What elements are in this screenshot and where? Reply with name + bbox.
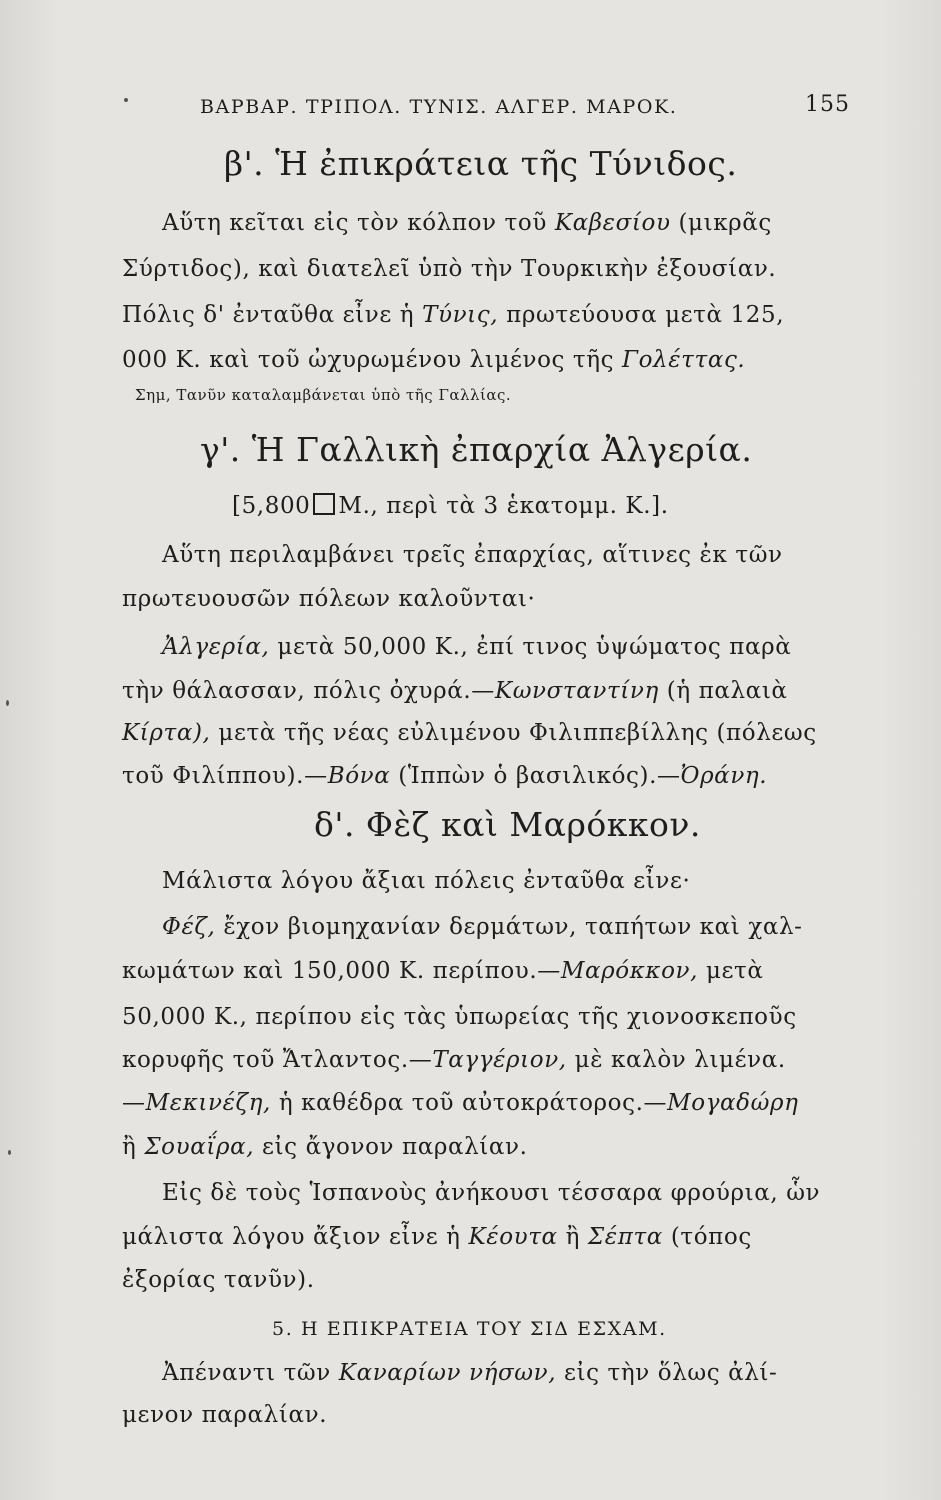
text-run: Πόλις δ' ἐνταῦθα εἶνε ἡ — [122, 302, 415, 328]
italic-place-name: Ταγγέριον, — [432, 1047, 567, 1073]
italic-place-name: Μεκινέζη, — [145, 1090, 271, 1116]
text-run: ἔχον βιομηχανίαν δερμάτων, ταπήτων καὶ χαλ- — [223, 914, 803, 940]
text-run: μετὰ — [705, 958, 764, 984]
text-run: Ἀπέναντι τῶν — [162, 1360, 331, 1386]
text-run: (Ἱππὼν ὁ βασιλικός).— — [398, 763, 681, 789]
italic-place-name: Φέζ, — [162, 914, 216, 940]
text-run: κωμάτων καὶ 150,000 Κ. περίπου.— — [122, 958, 561, 984]
text-line — [122, 761, 767, 791]
text-line — [162, 632, 791, 662]
section-heading-sid-eschem: 5. Η ΕΠΙΚΡΑΤΕΙΑ ΤΟΥ ΣΙΔ ΕΣΧΑΜ. — [272, 1318, 667, 1340]
italic-place-name: Κωνσταντίνη — [494, 678, 659, 704]
text-line — [162, 912, 803, 942]
text-run: τοῦ Φιλίππου).— — [122, 763, 328, 789]
text-line — [122, 345, 745, 375]
text-line: πρωτευουσῶν πόλεων καλοῦνται· — [122, 586, 536, 612]
section-heading-tunis: β'. Ἡ ἐπικράτεια τῆς Τύνιδος. — [224, 144, 738, 183]
italic-place-name: Ἀλγερία, — [162, 634, 270, 660]
italic-place-name: Καβεσίου — [554, 210, 671, 236]
italic-place-name: Μογαδώρη — [667, 1090, 799, 1116]
text-run: Αὕτη κεῖται εἰς τὸν κόλπον τοῦ — [162, 210, 547, 236]
italic-place-name: Γολέττας. — [622, 347, 746, 373]
scan-speck — [124, 98, 128, 102]
text-line: Μάλιστα λόγου ἄξιαι πόλεις ἐνταῦθα εἶνε· — [162, 868, 691, 894]
text-line — [122, 1088, 798, 1118]
area-line — [232, 491, 669, 521]
text-run: ἢ — [122, 1134, 137, 1160]
text-run: πρωτεύουσα μετὰ 125, — [506, 302, 785, 328]
italic-place-name: Σέπτα — [587, 1224, 663, 1250]
text-run: εἰς ἄγονον παραλίαν. — [262, 1134, 528, 1160]
page-number: 155 — [805, 92, 850, 117]
italic-place-name: Τύνις, — [422, 302, 499, 328]
footnote: Σημ, Τανῦν καταλαμβάνεται ὑπὸ τῆς Γαλλίας. — [135, 386, 512, 404]
text-line — [122, 1045, 786, 1075]
text-line — [122, 1222, 752, 1252]
text-line — [122, 676, 788, 706]
text-run: μάλιστα λόγου ἄξιον εἶνε ἡ — [122, 1224, 461, 1250]
italic-place-name: Ὀράνη. — [680, 763, 768, 789]
italic-place-name: Μαρόκκον, — [560, 958, 699, 984]
text-line: Σύρτιδος), καὶ διατελεῖ ὑπὸ τὴν Τουρκικὴν ἐξουσίαν. — [122, 256, 777, 282]
italic-place-name: Σουαΐρα, — [144, 1134, 255, 1160]
text-run: ἡ καθέδρα τοῦ αὐτοκράτορος.— — [278, 1090, 668, 1116]
italic-place-name: Κέουτα — [468, 1224, 558, 1250]
text-line: μενον παραλίαν. — [122, 1402, 328, 1428]
text-line — [122, 1132, 528, 1162]
text-run: εἰς τὴν ὅλως ἀλί- — [564, 1360, 778, 1386]
scan-speck — [8, 1150, 11, 1155]
text-run: μετὰ 50,000 Κ., ἐπί τινος ὑψώματος παρὰ — [277, 634, 792, 660]
text-run: (ἡ παλαιὰ — [666, 678, 788, 704]
text-run: τὴν θάλασσαν, πόλις ὀχυρά.— — [122, 678, 495, 704]
text-run: [5,800 — [232, 493, 311, 519]
scan-speck — [6, 700, 9, 706]
italic-place-name: Καναρίων νήσων, — [338, 1360, 557, 1386]
text-line: Αὕτη περιλαμβάνει τρεῖς ἐπαρχίας, αἵτινες ἐκ τῶν — [162, 542, 783, 568]
section-heading-algeria: γ'. Ἡ Γαλλικὴ ἐπαρχία Ἀλγερία. — [200, 430, 753, 469]
text-line — [122, 300, 784, 330]
text-run: (τόπος — [670, 1224, 752, 1250]
text-line — [122, 718, 817, 748]
italic-place-name: Βόνα — [327, 763, 391, 789]
text-line: ἐξορίας τανῦν). — [122, 1267, 315, 1293]
text-line — [122, 956, 763, 986]
running-title: ΒΑΡΒΑΡ. ΤΡΙΠΟΛ. ΤΥΝΙΣ. ΑΛΓΕΡ. ΜΑΡΟΚ. — [200, 96, 678, 118]
text-line — [162, 1358, 777, 1388]
text-run: 000 Κ. καὶ τοῦ ὠχυρωμένου λιμένος τῆς — [122, 347, 615, 373]
square-miles-symbol — [313, 493, 335, 515]
text-run: κορυφῆς τοῦ Ἄτλαντος.— — [122, 1047, 433, 1073]
text-run: μὲ καλὸν λιμένα. — [574, 1047, 786, 1073]
text-line — [162, 208, 772, 238]
text-line: 50,000 Κ., περίπου εἰς τὰς ὑπωρείας τῆς χιονοσκεποῦς — [122, 1004, 797, 1030]
text-run: μετὰ τῆς νέας εὐλιμένου Φιλιππεβίλλης (πόλεως — [218, 720, 817, 746]
section-heading-morocco: δ'. Φὲζ καὶ Μαρόκκον. — [314, 805, 701, 844]
italic-place-name: Κίρτα), — [122, 720, 211, 746]
text-run: — — [122, 1090, 146, 1116]
text-line: Εἰς δὲ τοὺς Ἱσπανοὺς ἀνήκουσι τέσσαρα φρούρια, ὧν — [162, 1180, 821, 1206]
text-run: Μ., περὶ τὰ 3 ἑκατομμ. Κ.]. — [338, 493, 669, 519]
text-run: (μικρᾶς — [678, 210, 772, 236]
text-run: ἢ — [565, 1224, 580, 1250]
